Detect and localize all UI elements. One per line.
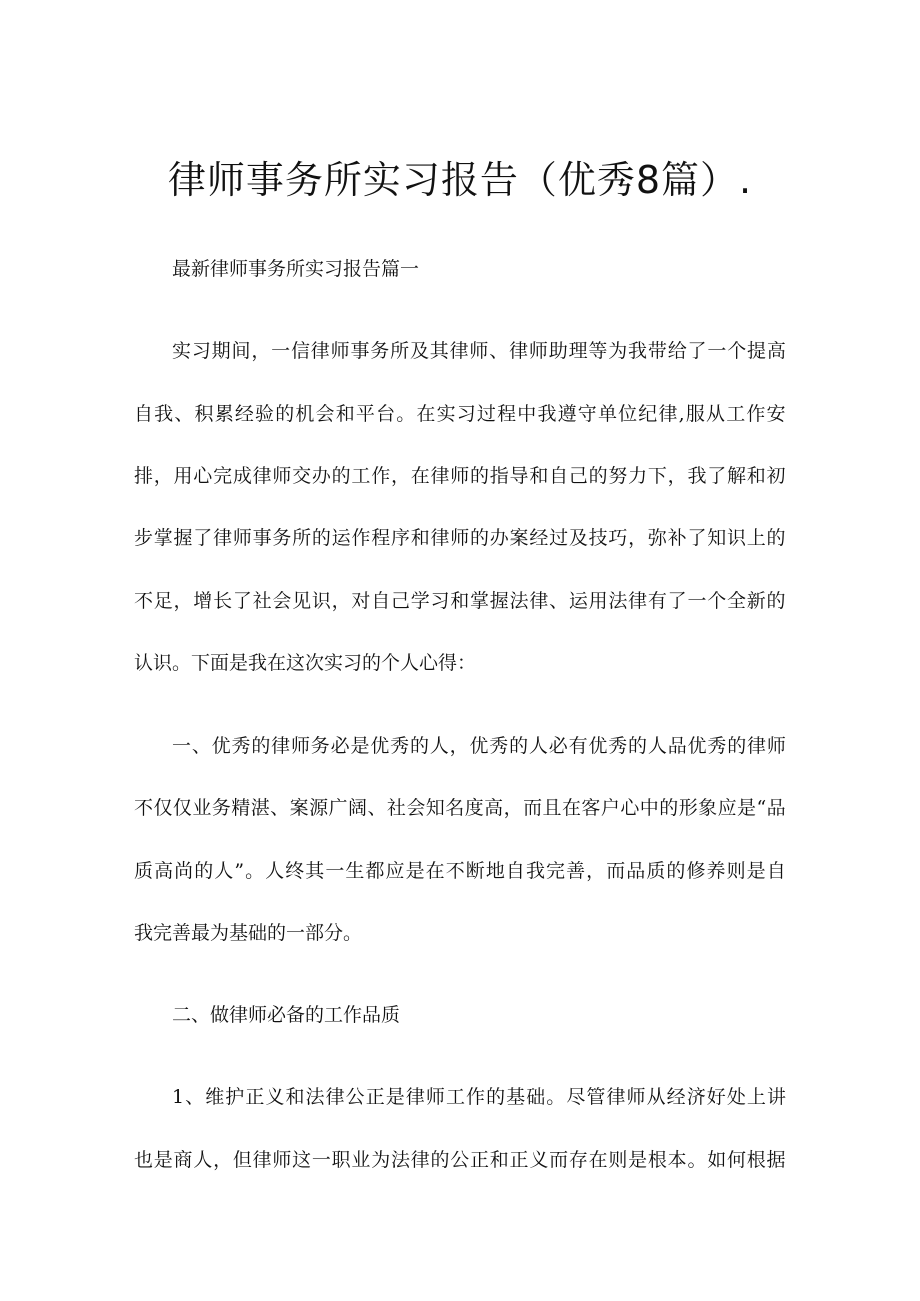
document-title: 律师事务所实习报告（优秀8篇）. (167, 158, 753, 202)
section-heading: 二、做律师必备的工作品质 (172, 1004, 401, 1026)
paragraph-line: 也 是 商 人 ， 但 律 师 这 一 职 业 为 法 律 的 公 正 和 正 义 而 存 在 则 是 根 本 。 如 何 根 据 (134, 1149, 786, 1171)
paragraph-line: 自 我 、 积 累 经 验 的 机 会 和 平 台 。 在 实 习 过 程 中 我 遵 守 单 位 纪 律 , 服 从 工 作 安 (134, 403, 786, 425)
paragraph-line: 不 仅 仅 业 务 精 湛 、 案 源 广 阔 、 社 会 知 名 度 高 ， 而 且 在 客 户 心 中 的 形 象 应 是 “ 品 (134, 797, 786, 819)
paragraph-line: 我完善最为基础的一部分。 (134, 922, 363, 944)
paragraph-line: 一 、 优 秀 的 律 师 务 必 是 优 秀 的 人 ， 优 秀 的 人 必 有 优 秀 的 人 品 优 秀 的 律 师 (172, 735, 786, 757)
paragraph-line: 认识。下面是我在这次实习的个人心得： (134, 652, 477, 674)
paragraph-line: 步 掌 握 了 律 师 事 务 所 的 运 作 程 序 和 律 师 的 办 案 经 过 及 技 巧 ， 弥 补 了 知 识 上 的 (134, 527, 786, 549)
paragraph-line: 质 高 尚 的 人 ” 。 人 终 其 一 生 都 应 是 在 不 断 地 自 我 完 善 ， 而 品 质 的 修 养 则 是 自 (134, 860, 786, 882)
document-subtitle: 最新律师事务所实习报告篇一 (172, 258, 420, 280)
paragraph-line: 排 ， 用 心 完 成 律 师 交 办 的 工 作 ， 在 律 师 的 指 导 和 自 己 的 努 力 下 ， 我 了 解 和 初 (134, 465, 786, 487)
paragraph-line: 不 足 ， 增 长 了 社 会 见 识 ， 对 自 己 学 习 和 掌 握 法 律 、 运 用 法 律 有 了 一 个 全 新 的 (134, 590, 786, 612)
paragraph-line: 1 、 维 护 正 义 和 法 律 公 正 是 律 师 工 作 的 基 础 。 尽 管 律 师 从 经 济 好 处 上 讲 (172, 1086, 786, 1108)
paragraph-line: 实 习 期 间 ， 一 信 律 师 事 务 所 及 其 律 师 、 律 师 助 理 等 为 我 带 给 了 一 个 提 高 (172, 340, 786, 362)
